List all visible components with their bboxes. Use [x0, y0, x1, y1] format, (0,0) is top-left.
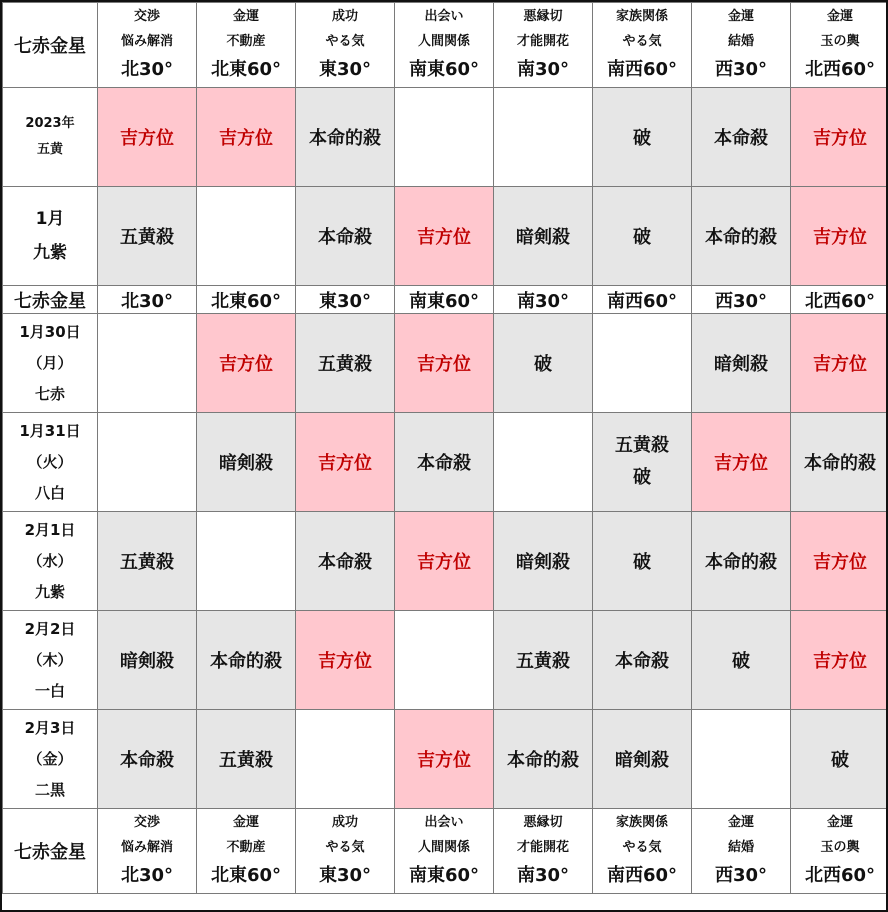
row-label-line: 1月30日 [19, 322, 81, 341]
header-line1: 金運 [232, 815, 259, 830]
row-label-line: 2月3日 [24, 718, 76, 737]
unlucky-direction-cell: 破 [692, 611, 791, 710]
unlucky-direction-cell: 暗剣殺 [593, 710, 692, 809]
header-line2: 不動産 [226, 840, 266, 855]
header-col: 出会い 人間関係 南東60° [395, 3, 494, 88]
lucky-direction-cell: 吉方位 [197, 88, 296, 187]
direction-label: 北30° [98, 286, 197, 314]
cell-line: 五黄殺 [615, 435, 669, 456]
lucky-direction-cell: 吉方位 [791, 611, 888, 710]
unlucky-direction-cell: 本命的殺 [296, 88, 395, 187]
direction-label: 西30° [692, 286, 791, 314]
empty-cell [593, 314, 692, 413]
lucky-direction-cell: 吉方位 [791, 187, 888, 286]
unlucky-direction-cell [593, 413, 692, 512]
row-label-line: （木） [27, 650, 73, 669]
direction-label: 東30° [296, 286, 395, 314]
days-1-row [3, 413, 888, 512]
header-col [395, 809, 494, 894]
row-label [3, 413, 98, 512]
header-line1: 交渉 [133, 815, 160, 830]
unlucky-direction-cell: 暗剣殺 [98, 611, 197, 710]
unlucky-direction-cell: 本命的殺 [197, 611, 296, 710]
row-label-line: （金） [27, 749, 73, 768]
header-col [791, 809, 888, 894]
row-label-line: 九紫 [34, 582, 65, 601]
header-direction: 南東60° [408, 865, 480, 886]
unlucky-direction-cell: 破 [593, 187, 692, 286]
days-0-row [3, 314, 888, 413]
row-label-line: 七赤 [34, 384, 65, 403]
unlucky-direction-cell: 本命殺 [692, 88, 791, 187]
row-label-line: 2月1日 [24, 520, 76, 539]
unlucky-direction-cell: 五黄殺 [494, 611, 593, 710]
header-direction: 東30° [318, 865, 372, 886]
direction-label: 北西60° [791, 286, 888, 314]
header-col: 成功 やる気 東30° [296, 3, 395, 88]
lucky-direction-cell: 吉方位 [395, 512, 494, 611]
header-line2: やる気 [325, 840, 365, 855]
unlucky-direction-cell: 本命殺 [98, 710, 197, 809]
lucky-direction-cell: 吉方位 [197, 314, 296, 413]
row-label-line: 1月31日 [19, 421, 81, 440]
header-col [197, 809, 296, 894]
row-label [3, 88, 98, 187]
unlucky-direction-cell: 破 [494, 314, 593, 413]
star-label-text: 七赤金星 [14, 842, 86, 863]
row-label-line: 八白 [34, 483, 65, 502]
header-line2: 玉の輿 [820, 840, 860, 855]
empty-cell [692, 710, 791, 809]
month_row-row [3, 187, 888, 286]
header-line1: 金運 [727, 815, 754, 830]
row-label-line: 二黒 [34, 780, 65, 799]
unlucky-direction-cell: 本命的殺 [791, 413, 888, 512]
row-label-line: （火） [27, 452, 73, 471]
unlucky-direction-cell: 破 [593, 88, 692, 187]
row-label-line: （水） [27, 551, 73, 570]
star-label: 七赤金星 [3, 286, 98, 314]
empty-cell [395, 88, 494, 187]
header-line1: 成功 [331, 815, 358, 830]
unlucky-direction-cell: 暗剣殺 [197, 413, 296, 512]
header-col [692, 809, 791, 894]
empty-cell [197, 512, 296, 611]
year_row-row [3, 88, 888, 187]
unlucky-direction-cell: 本命殺 [395, 413, 494, 512]
unlucky-direction-cell: 本命的殺 [692, 512, 791, 611]
header-col [593, 809, 692, 894]
unlucky-direction-cell: 五黄殺 [296, 314, 395, 413]
row-label [3, 187, 98, 286]
mid-direction-row [3, 286, 888, 314]
unlucky-direction-cell: 五黄殺 [98, 187, 197, 286]
header-line2: 人間関係 [417, 840, 470, 855]
unlucky-direction-cell: 五黄殺 [98, 512, 197, 611]
empty-cell [296, 710, 395, 809]
header-line2: 悩み解消 [120, 840, 173, 855]
footer-header-row [3, 809, 888, 894]
header-direction: 北30° [120, 865, 174, 886]
unlucky-direction-cell: 本命殺 [296, 512, 395, 611]
days-4-row [3, 710, 888, 809]
header-line1: 悪縁切 [523, 815, 563, 830]
header-direction: 南西60° [606, 865, 678, 886]
row-label-line: 1月 [35, 209, 65, 229]
row-label [3, 710, 98, 809]
empty-cell [395, 611, 494, 710]
header-col: 交渉 悩み解消 北30° [98, 3, 197, 88]
direction-label: 南30° [494, 286, 593, 314]
days-2-row [3, 512, 888, 611]
lucky-direction-cell: 吉方位 [395, 710, 494, 809]
row-label-line: 五黄 [36, 142, 63, 157]
direction-label: 北東60° [197, 286, 296, 314]
lucky-direction-cell: 吉方位 [791, 314, 888, 413]
header-direction: 南30° [516, 865, 570, 886]
header-col: 金運 結婚 西30° [692, 3, 791, 88]
lucky-direction-cell: 吉方位 [395, 314, 494, 413]
header-row [3, 3, 888, 88]
unlucky-direction-cell: 暗剣殺 [494, 512, 593, 611]
row-label [3, 512, 98, 611]
unlucky-direction-cell: 本命的殺 [692, 187, 791, 286]
unlucky-direction-cell: 本命殺 [593, 611, 692, 710]
lucky-direction-cell: 吉方位 [296, 611, 395, 710]
header-col [494, 809, 593, 894]
header-col: 家族関係 やる気 南西60° [593, 3, 692, 88]
empty-cell [494, 413, 593, 512]
lucky-direction-cell: 吉方位 [395, 187, 494, 286]
empty-cell [197, 187, 296, 286]
unlucky-direction-cell: 本命殺 [296, 187, 395, 286]
header-col [296, 809, 395, 894]
lucky-direction-cell: 吉方位 [98, 88, 197, 187]
row-label-line: （月） [27, 353, 73, 372]
header-line2: 結婚 [727, 840, 754, 855]
cell-line: 破 [633, 467, 651, 488]
direction-label: 南東60° [395, 286, 494, 314]
row-label-line: 九紫 [33, 243, 67, 263]
header-line2: 才能開花 [516, 840, 569, 855]
unlucky-direction-cell: 破 [593, 512, 692, 611]
header-col: 金運 玉の輿 北西60° [791, 3, 888, 88]
unlucky-direction-cell: 破 [791, 710, 888, 809]
lucky-direction-cell: 吉方位 [296, 413, 395, 512]
header-line1: 金運 [826, 815, 853, 830]
header-line2: やる気 [622, 840, 662, 855]
star-label: 七赤金星 [3, 3, 98, 88]
direction-label: 南西60° [593, 286, 692, 314]
direction-table [2, 2, 888, 894]
header-line1: 出会い [424, 815, 464, 830]
header-line1: 家族関係 [615, 815, 668, 830]
header-direction: 西30° [714, 865, 768, 886]
days-3-row [3, 611, 888, 710]
lucky-direction-cell: 吉方位 [692, 413, 791, 512]
empty-cell [98, 314, 197, 413]
empty-cell [98, 413, 197, 512]
row-label-line: 2023年 [25, 116, 75, 131]
row-label [3, 314, 98, 413]
header-direction: 北西60° [804, 865, 876, 886]
unlucky-direction-cell: 暗剣殺 [494, 187, 593, 286]
unlucky-direction-cell: 五黄殺 [197, 710, 296, 809]
lucky-direction-cell: 吉方位 [791, 88, 888, 187]
header-col [98, 809, 197, 894]
row-label-line: 2月2日 [24, 619, 76, 638]
header-direction: 北東60° [210, 865, 282, 886]
unlucky-direction-cell: 暗剣殺 [692, 314, 791, 413]
row-label [3, 611, 98, 710]
header-col: 金運 不動産 北東60° [197, 3, 296, 88]
empty-cell [494, 88, 593, 187]
row-label-line: 一白 [34, 681, 65, 700]
header-col: 悪縁切 才能開花 南30° [494, 3, 593, 88]
unlucky-direction-cell: 本命的殺 [494, 710, 593, 809]
star-label [3, 809, 98, 894]
lucky-direction-cell: 吉方位 [791, 512, 888, 611]
